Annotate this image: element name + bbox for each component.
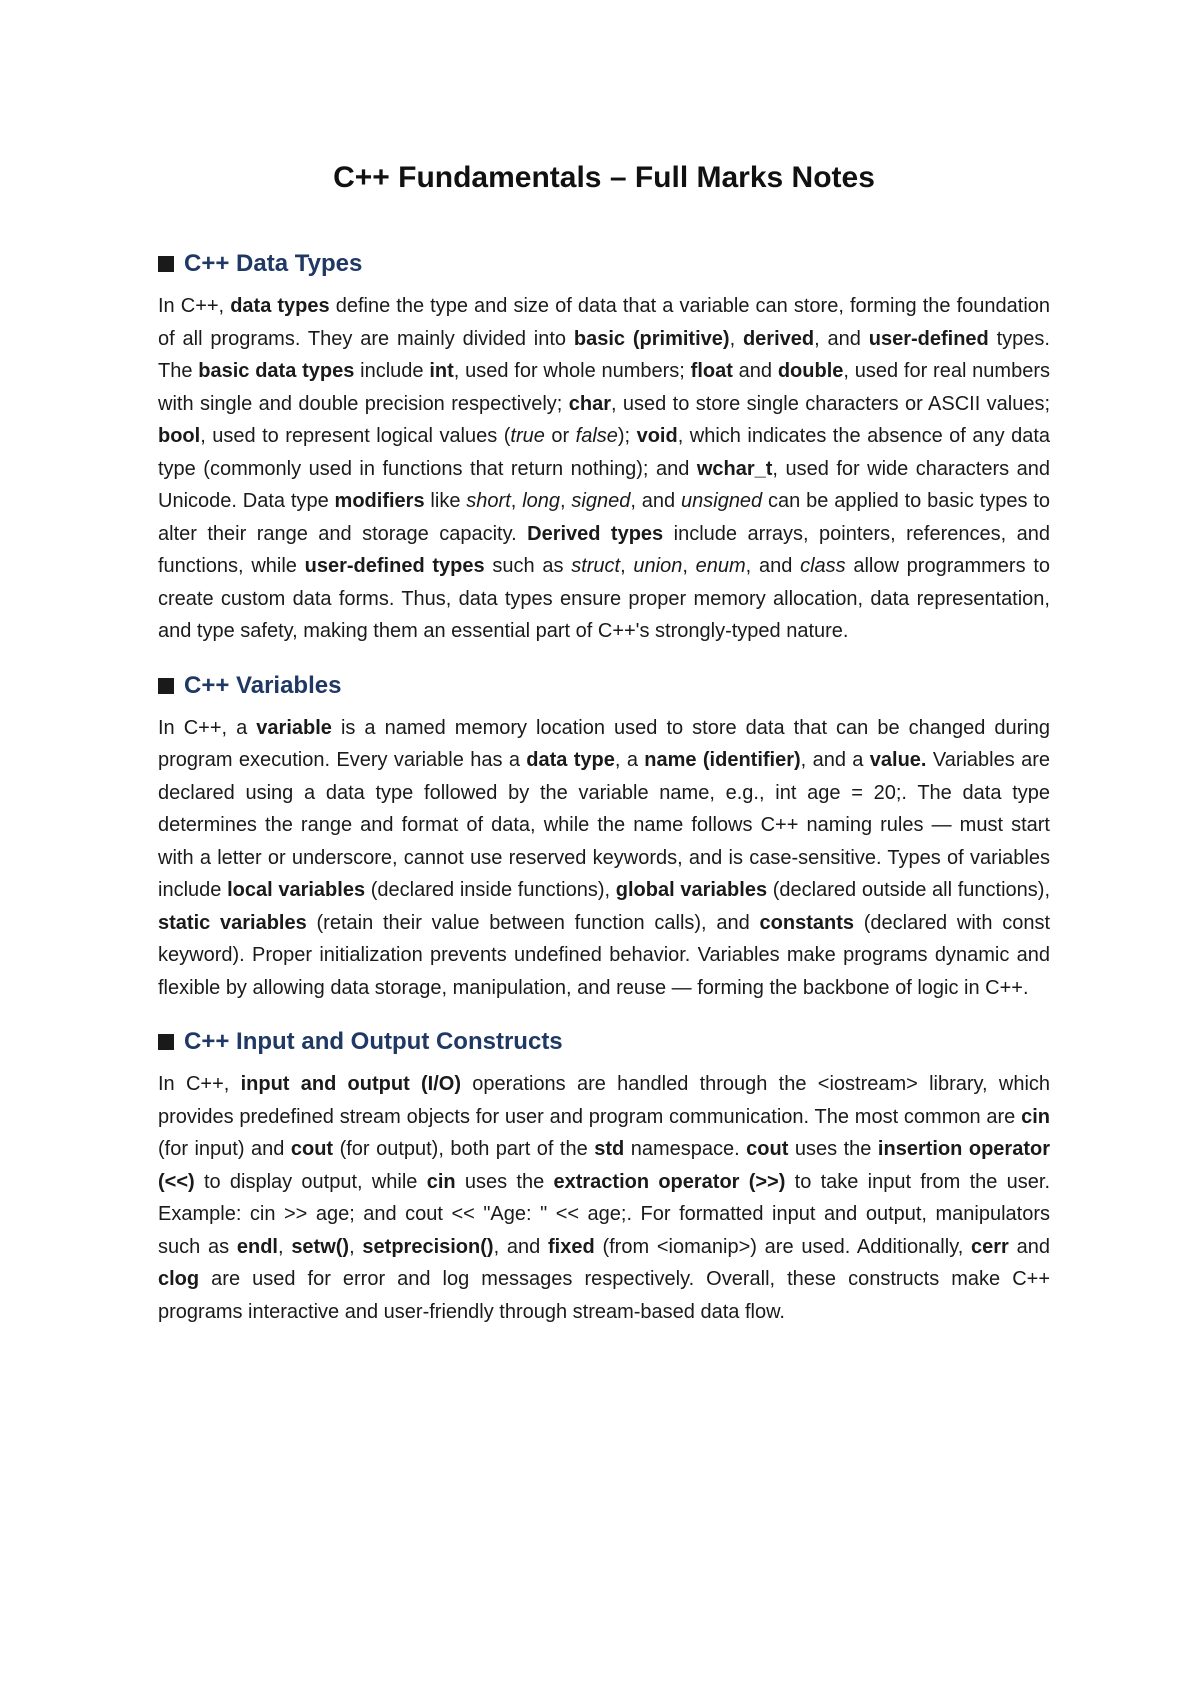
bold-term: extraction operator (>>) — [553, 1170, 786, 1193]
bold-term: data type — [526, 749, 615, 771]
text-run: or — [544, 425, 576, 447]
section-paragraph — [158, 290, 1050, 648]
bold-term: global variables — [615, 879, 768, 901]
italic-term: true — [510, 425, 545, 447]
section-input-output — [158, 1026, 1050, 1328]
text-run: types. The — [158, 327, 1050, 382]
bold-term: setprecision() — [362, 1235, 494, 1258]
italic-term: short — [466, 490, 511, 512]
bold-term: Derived types — [527, 522, 664, 545]
italic-term: false — [575, 425, 618, 447]
text-run: , used for real numbers with single and double precision respectively; — [158, 360, 1050, 415]
bold-term: user-defined types — [304, 555, 485, 577]
text-run: In C++, — [158, 295, 231, 317]
bold-term: input and output (I/O) — [240, 1073, 462, 1095]
bold-term: clog — [158, 1268, 200, 1290]
bold-term: modifiers — [334, 490, 425, 512]
section-paragraph — [158, 1068, 1050, 1328]
text-run: , and a — [800, 749, 870, 771]
section-heading — [158, 248, 1050, 280]
text-run: , which indicates the absence of any data type (commonly used in functions that return nothing); and — [158, 425, 1051, 480]
text-run: , — [729, 327, 743, 350]
text-run: , and — [493, 1235, 549, 1258]
bold-term: name (identifier) — [644, 749, 801, 771]
text-run: namespace. — [624, 1138, 747, 1160]
bold-term: variable — [256, 716, 332, 739]
italic-term: union — [633, 555, 683, 577]
italic-term: unsigned — [681, 490, 763, 512]
text-run: allow programmers to create custom data forms. Thus, data types ensure proper memory allocation, data representation, and type safety, making them an essential part of C++'s strongly-typed nature. — [158, 555, 1050, 642]
bold-term: static variables — [158, 911, 307, 934]
text-run: (declared with const keyword). Proper initialization prevents undefined behavior. Variables make programs dynamic and flexible by allowing data storage, manipulation, and reuse — forming the backbone of logic in C++. — [158, 911, 1051, 999]
text-run: is a named memory location used to store data that can be changed during program execution. Every variable has a — [158, 716, 1050, 771]
text-run: such as — [484, 555, 572, 577]
bold-term: derived — [742, 327, 815, 350]
text-run: , and — [630, 490, 681, 512]
text-run: (for output), both part of the — [333, 1138, 595, 1160]
text-run: (declared inside functions), — [365, 879, 616, 901]
text-run: to display output, while — [194, 1170, 427, 1193]
section-paragraph — [158, 712, 1050, 1005]
bold-term: std — [594, 1138, 625, 1160]
bold-term: double — [777, 360, 844, 382]
bold-term: void — [636, 425, 678, 447]
bold-term: value. — [869, 749, 927, 771]
bold-term: user-defined — [868, 327, 989, 350]
text-run: , used to store single characters or ASCII values; — [610, 392, 1051, 415]
text-run: operations are handled through the <iostream> library, which provides predefined stream objects for user and program communication. The most common are — [158, 1073, 1051, 1128]
section-heading — [158, 670, 1050, 702]
bold-term: setw() — [291, 1235, 350, 1258]
bold-term: insertion operator (<<) — [158, 1138, 1050, 1193]
text-run: (declared outside all functions), — [767, 879, 1050, 901]
text-run: like — [424, 490, 467, 512]
bold-term: constants — [759, 911, 854, 934]
text-run: and — [1008, 1235, 1050, 1258]
text-run: , used to represent logical values ( — [200, 425, 511, 447]
section-heading-text: C++ Input and Output Constructs — [184, 1028, 563, 1055]
bold-term: endl — [236, 1235, 278, 1258]
bold-term: cin — [1021, 1105, 1050, 1128]
bold-term: bool — [158, 425, 201, 447]
text-run: , — [560, 490, 572, 512]
text-run: to take input from the user. Example: cin >> age; and cout << "Age: " << age;. For formatted input and output, manipulators such as — [158, 1170, 1050, 1258]
bold-term: data types — [230, 295, 330, 317]
text-run: Variables are declared using a data type followed by the variable name, e.g., int age = 20;. The data type determines the range and format of data, while the name follows C++ naming rules — must start with a letter or underscore, cannot use reserved keywords, and is case-sensitive. Types of variables include — [158, 749, 1050, 901]
italic-term: class — [800, 555, 846, 577]
text-run: , and — [745, 555, 801, 577]
text-run: , — [278, 1235, 292, 1258]
section-data-types — [158, 248, 1050, 648]
text-run: In C++, — [158, 1073, 241, 1095]
text-run: , a — [614, 749, 645, 771]
text-run: are used for error and log messages respectively. Overall, these constructs make C++ programs interactive and user-friendly through stream-based data flow. — [158, 1268, 1050, 1323]
text-run: , — [510, 490, 523, 512]
text-run: can be applied to basic types to alter their range and storage capacity. — [158, 490, 1051, 545]
bold-term: cin — [426, 1170, 456, 1193]
square-bullet-icon — [158, 1034, 174, 1050]
text-run: (for input) and — [158, 1138, 291, 1160]
bold-term: char — [568, 392, 611, 415]
text-run: , — [682, 555, 696, 577]
text-run: include — [354, 360, 430, 382]
bold-term: basic data types — [198, 360, 355, 382]
text-run: uses the — [455, 1170, 554, 1193]
text-run: (from <iomanip>) are used. Additionally, — [594, 1235, 972, 1258]
text-run: ); — [617, 425, 637, 447]
bold-term: local variables — [227, 879, 366, 901]
text-run: uses the — [788, 1138, 878, 1160]
italic-term: long — [522, 490, 560, 512]
bold-term: cerr — [971, 1235, 1009, 1258]
page-title: C++ Fundamentals – Full Marks Notes — [333, 161, 875, 194]
text-run: , used for wide characters and Unicode. Data type — [158, 457, 1050, 512]
bold-term: wchar_t — [696, 457, 773, 480]
bold-term: fixed — [548, 1235, 595, 1258]
italic-term: signed — [571, 490, 631, 512]
text-run: , and — [814, 327, 869, 350]
text-run: define the type and size of data that a variable can store, forming the foundation of all programs. They are mainly divided into — [158, 295, 1051, 350]
text-run: and — [732, 360, 778, 382]
section-heading-text: C++ Variables — [184, 671, 342, 699]
section-heading-text: C++ Data Types — [184, 250, 363, 277]
square-bullet-icon — [158, 678, 174, 694]
text-run: , — [349, 1235, 363, 1258]
text-run: , used for whole numbers; — [453, 360, 691, 382]
text-run: , — [620, 555, 634, 577]
bold-term: basic (primitive) — [573, 327, 730, 350]
text-run: In C++, a — [158, 716, 257, 739]
text-run: include arrays, pointers, references, and functions, while — [158, 522, 1051, 577]
square-bullet-icon — [158, 256, 174, 272]
italic-term: enum — [695, 555, 746, 577]
section-heading — [158, 1026, 1050, 1058]
bold-term: float — [690, 360, 733, 382]
bold-term: cout — [746, 1138, 789, 1160]
italic-term: struct — [571, 555, 621, 577]
section-variables — [158, 670, 1050, 1005]
bold-term: cout — [290, 1138, 334, 1160]
text-run: (retain their value between function calls), and — [306, 911, 760, 934]
bold-term: int — [429, 360, 454, 382]
